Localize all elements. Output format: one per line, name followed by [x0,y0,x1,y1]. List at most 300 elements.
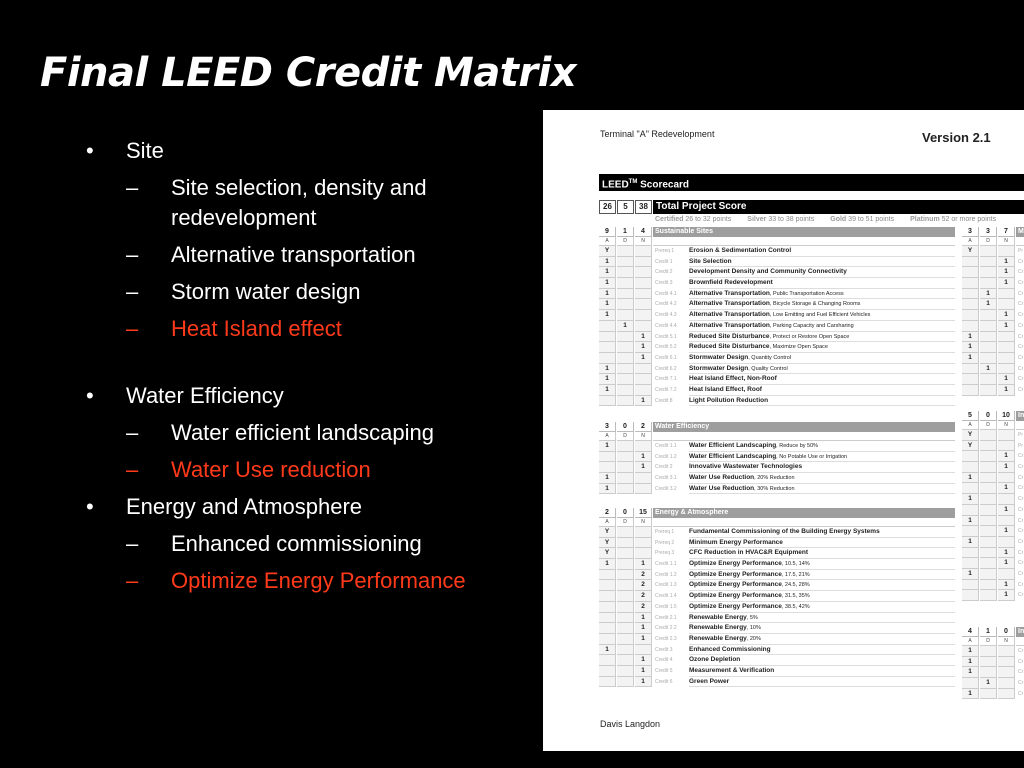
credit-row [599,364,955,375]
credit-points [617,548,634,559]
credit-id: Credit 5.1 [655,333,677,340]
credit-detail: , 38.5, 42% [781,603,810,610]
credit-row [599,613,955,624]
credit-points [998,353,1015,364]
credit-detail: , 20% [746,635,761,642]
section-header [962,411,1024,421]
level-range: 26 to 32 points [685,216,732,223]
credit-points: 1 [962,657,979,668]
column-label: A [962,421,979,430]
credit-points: 1 [599,473,616,484]
credit-points: 1 [599,299,616,310]
section-title: In [1018,628,1024,635]
credit-id: Credit 6.1 [655,354,677,361]
credit-title: Light Pollution Reduction [689,396,769,404]
credit-points: 1 [635,452,652,463]
credit-points [617,484,634,495]
credit-id: Cr [1018,680,1024,687]
scorecard-header [599,174,1024,191]
credit-id: Credit 8 [655,397,673,404]
credit-title: Green Power [689,677,730,685]
credit-detail: , Reduce by 50% [776,443,819,449]
credit-points [980,646,997,657]
version-label: Version 2.1 [922,130,991,145]
credit-points: 1 [599,267,616,278]
credit-points: 1 [635,559,652,570]
credit-points [635,645,652,656]
credit-row [599,527,955,538]
credit-title: CFC Reduction in HVAC&R Equipment [689,549,809,557]
credit-points [617,538,634,549]
level-range: 33 to 38 points [768,216,815,223]
credit-points: 1 [962,667,979,678]
credit-name [689,310,955,321]
column-label: D [980,637,997,646]
credit-id: Cr [1018,485,1024,492]
credit-points [617,278,634,289]
credit-row [599,559,955,570]
credit-points: Y [599,538,616,549]
credit-id: Cr [1018,280,1024,287]
credit-points: 1 [962,569,979,580]
credit-points [617,645,634,656]
credit-points: 1 [599,374,616,385]
credit-row [962,569,1024,580]
credit-detail: , 31.5, 35% [781,593,810,600]
credit-points [635,267,652,278]
credit-id: Cr [1018,592,1024,599]
credit-row [599,385,955,396]
credit-row [962,537,1024,548]
credit-row [962,505,1024,516]
credit-row [962,342,1024,353]
column-fill [653,237,955,246]
column-label: A [962,637,979,646]
credit-row [599,299,955,310]
credit-title: Optimize Energy Performance [689,570,782,578]
credit-name [689,396,955,407]
credit-points [599,580,616,591]
credit-points [617,623,634,634]
credit-row [962,441,1024,452]
total-label: Total Project Score [653,200,1024,214]
credit-id: Cr [1018,386,1024,393]
column-label: D [617,237,634,246]
credit-points: 1 [635,613,652,624]
credit-points [617,462,634,473]
credit-id: Credit 4.1 [655,290,677,297]
credit-title: Water Efficient Landscaping [689,452,777,460]
credit-points [980,558,997,569]
credit-points: 2 [635,602,652,613]
credit-points: Y [962,246,979,257]
credit-id: Credit 1 [655,258,673,265]
credit-id: Credit 1.2 [655,571,677,578]
bullet-spacer [86,351,486,381]
credit-row [599,278,955,289]
credit-points [617,396,634,407]
credit-points: 1 [962,494,979,505]
credit-row [599,310,955,321]
credit-title: Site Selection [689,257,732,265]
scorecard-word: Scorecard [640,179,690,191]
section-title: Energy & Atmosphere [653,508,955,518]
credit-row [599,396,955,407]
column-labels [962,637,1024,646]
credit-id: Cr [1018,354,1024,361]
column-fill [1016,637,1024,646]
credit-row [599,353,955,364]
credit-row [599,548,955,559]
credit-row [599,473,955,484]
section-title: In [1018,412,1024,419]
credit-id: Credit 4 [655,657,673,664]
credit-points: 1 [998,374,1015,385]
level-item [655,216,739,223]
credit-row [599,321,955,332]
credit-row [962,246,1024,257]
section-header [962,227,1024,237]
credit-points [962,590,979,601]
credit-detail: , 24.5, 28% [781,582,810,589]
credit-points [980,580,997,591]
credit-points: 1 [599,385,616,396]
credit-points [635,527,652,538]
credit-points: 1 [998,505,1015,516]
credit-row [962,678,1024,689]
credit-id: Credit 6 [655,678,673,685]
bullet-text: • Water Efficiency [126,383,284,408]
credit-points: 1 [998,462,1015,473]
credit-points [599,677,616,688]
credit-name [689,353,955,364]
credit-points: 1 [635,353,652,364]
credit-points [635,321,652,332]
credit-points [998,430,1015,441]
credit-points [617,677,634,688]
credit-id: Credit 2 [655,464,673,471]
credit-id: Cr [1018,560,1024,567]
credit-points [599,462,616,473]
credit-points [617,257,634,268]
credit-points [962,548,979,559]
credit-title: Optimize Energy Performance [689,560,782,568]
section-count: 9 [599,227,616,237]
credit-points [980,321,997,332]
credit-name [689,267,955,278]
credit-title: Alternative Transportation [689,321,770,329]
credit-row [962,590,1024,601]
credit-name [689,473,955,484]
credit-row [962,462,1024,473]
credit-points [599,634,616,645]
credit-points: Y [599,527,616,538]
column-label: A [599,432,616,441]
credit-points [617,332,634,343]
credit-points [980,441,997,452]
credit-points [998,473,1015,484]
credit-detail: , 17.5, 21% [781,571,810,578]
credit-title: Stormwater Design [689,353,749,361]
sub-bullet: – Heat Island effect [126,314,486,344]
credit-row [962,473,1024,484]
credit-detail: , 10% [746,625,761,632]
column-fill [653,518,955,527]
credit-points [998,537,1015,548]
credit-row [962,548,1024,559]
bullet-text: • Energy and Atmosphere [126,494,363,519]
section-count: 4 [635,227,652,237]
credit-id: Credit 2 [655,269,673,276]
credit-id: Credit 1.4 [655,593,677,600]
credit-id: Credit 1.1 [655,561,677,568]
credit-name [689,623,955,634]
credit-points [962,310,979,321]
credit-points [980,332,997,343]
credit-points [980,689,997,700]
sub-bullet: – Optimize Energy Performance [126,566,486,596]
credit-title: Innovative Wastewater Technologies [689,463,803,471]
credit-points [962,289,979,300]
credit-points [635,441,652,452]
credit-points [998,646,1015,657]
section-count: 0 [617,508,634,518]
credit-points: 1 [635,677,652,688]
credit-points: 1 [599,310,616,321]
credit-points [599,396,616,407]
credit-points: 1 [980,299,997,310]
credit-name [689,559,955,570]
credit-name [689,452,955,463]
section-count: 10 [998,411,1015,421]
bullet-text: • Site [126,138,164,163]
credit-points: 1 [635,342,652,353]
credit-id: Prereq 1 [655,248,675,254]
credit-points [998,657,1015,668]
credit-points [980,590,997,601]
credit-points [980,516,997,527]
credit-id: Cr [1018,496,1024,503]
level-name: Certified [655,216,684,223]
credit-id: Credit 4.3 [655,312,677,319]
credit-row [962,667,1024,678]
credit-points [998,516,1015,527]
credit-id: Credit 3.2 [655,485,677,492]
section-count: 0 [980,411,997,421]
credit-points [617,452,634,463]
footer-text: Davis Langdon [600,719,661,729]
credit-points: 1 [962,689,979,700]
credit-section [599,508,955,687]
level-range: 39 to 51 points [848,216,895,223]
credit-points [980,494,997,505]
credit-id: Cr [1018,301,1024,308]
credit-points: 1 [998,451,1015,462]
credit-detail: , 5% [746,614,758,621]
credit-points [617,613,634,624]
sub-bullet: – Enhanced commissioning [126,529,486,559]
credit-points [599,655,616,666]
credit-points [980,353,997,364]
credit-name [689,385,955,396]
credit-name [689,257,955,268]
credit-points [998,678,1015,689]
credit-row [962,526,1024,537]
credit-points [599,342,616,353]
sub-bullet: – Water Use reduction [126,455,486,485]
credit-title: Brownfield Redevelopment [689,279,773,287]
credit-points [617,441,634,452]
credit-points [617,374,634,385]
credit-points [962,526,979,537]
level-name: Gold [830,216,847,223]
total-score-row [599,200,1024,214]
credit-name [689,278,955,289]
credit-id: Credit 2.3 [655,635,677,642]
credit-id: Cr [1018,528,1024,535]
credit-row [962,321,1024,332]
credit-row [599,289,955,300]
credit-section [599,227,955,406]
credit-title: Heat Island Effect, Roof [689,385,762,393]
column-label: D [980,421,997,430]
credit-id: Credit 2.1 [655,614,677,621]
credit-id: Prereq 3 [655,550,675,557]
credit-id: Cr [1018,581,1024,588]
section-count: 3 [599,422,616,432]
credit-detail: , 20% Reduction [754,475,795,482]
credit-points [962,678,979,689]
credit-row [599,452,955,463]
section-title: Water Efficiency [653,422,955,432]
credit-id: Credit 3 [655,280,673,287]
credit-id: Credit 4.4 [655,322,677,329]
credit-section [599,422,955,494]
section-title: Sustainable Sites [653,227,955,237]
section-count: 7 [998,227,1015,237]
credit-points [617,559,634,570]
section-count: 1 [617,227,634,237]
column-label: N [635,237,652,246]
section-header [599,508,955,518]
credit-row [962,494,1024,505]
section-header [599,422,955,432]
credit-row [599,246,955,257]
credit-detail: , Protect or Restore Open Space [769,333,850,340]
credit-points: 1 [962,473,979,484]
credit-id: Cr [1018,453,1024,460]
credit-title: Optimize Energy Performance [689,602,782,610]
credit-id: Credit 5 [655,667,673,674]
credit-row [962,374,1024,385]
credit-name [689,289,955,300]
credit-points [617,473,634,484]
credit-row [599,645,955,656]
credit-id: Cr [1018,269,1024,276]
column-fill [1016,421,1024,430]
column-labels [599,432,955,441]
credit-points [617,342,634,353]
credit-row [599,623,955,634]
credit-points: 1 [962,516,979,527]
credit-points [599,332,616,343]
column-label: A [962,237,979,246]
credit-name [689,570,955,581]
credit-title: Renewable Energy [689,613,747,621]
credit-points: 1 [998,548,1015,559]
credit-points [980,548,997,559]
credit-points [962,558,979,569]
credit-name [689,677,955,688]
credit-points [998,289,1015,300]
bullet-item [86,492,486,596]
credit-id: Prereq 1 [655,529,675,535]
credit-points [980,462,997,473]
section-count: 0 [998,627,1015,637]
credit-id: Cr [1018,658,1024,665]
credit-detail: , Low Emitting and Fuel Efficient Vehicles [769,312,871,319]
column-labels [962,237,1024,246]
credit-id: Cr [1018,333,1024,340]
credit-points [980,430,997,441]
column-labels [962,421,1024,430]
credit-row [599,462,955,473]
credit-detail: , 30% Reduction [754,485,795,492]
certification-levels [655,216,1012,223]
level-range: 52 or more points [941,216,997,223]
credit-section-cropped [962,411,1024,601]
column-label: D [617,518,634,527]
credit-id: Cr [1018,690,1024,697]
credit-id: Credit 4.2 [655,301,677,308]
credit-row [599,332,955,343]
credit-title: Stormwater Design [689,364,749,372]
credit-points [617,634,634,645]
credit-points [962,580,979,591]
credit-title: Alternative Transportation [689,300,770,308]
credit-name [689,645,955,656]
credit-points [962,374,979,385]
credit-points [980,257,997,268]
credit-points [998,441,1015,452]
credit-points [962,385,979,396]
credit-title: Renewable Energy [689,634,747,642]
credit-points [635,548,652,559]
credit-name [689,484,955,495]
credit-row [962,289,1024,300]
credit-points: 1 [635,634,652,645]
credit-points [962,278,979,289]
section-count: 3 [962,227,979,237]
credit-id: Credit 3.1 [655,475,677,482]
credit-row [599,342,955,353]
credit-name [689,538,955,549]
credit-title: Enhanced Commissioning [689,645,771,653]
credit-row [962,558,1024,569]
credit-name [689,591,955,602]
credit-id: Pr [1018,442,1023,449]
credit-points [599,623,616,634]
credit-id: Cr [1018,549,1024,556]
credit-title: Measurement & Verification [689,666,775,674]
credit-id: Credit 6.2 [655,365,677,372]
credit-row [599,591,955,602]
credit-row [962,580,1024,591]
credit-points [617,310,634,321]
sub-bullet: – Water efficient landscaping [126,418,486,448]
column-label: N [998,237,1015,246]
credit-points [980,526,997,537]
